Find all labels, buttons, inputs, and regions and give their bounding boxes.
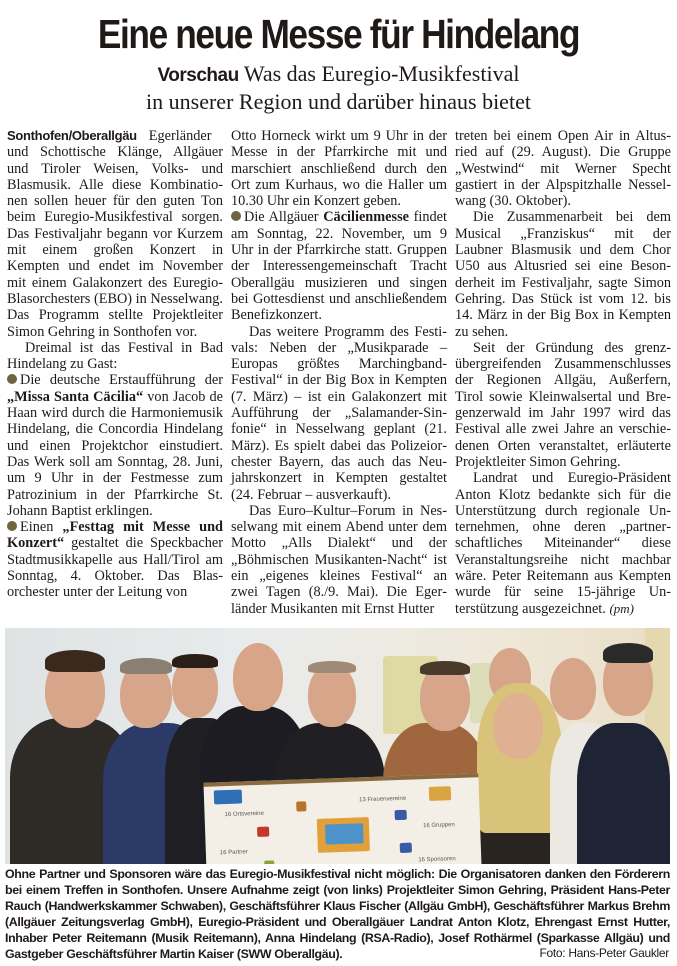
bullet-text: von Jacob de Haan wird durch die Harmoniemusik Hindelang, die Concordia Hindelang und einen Projektchor einstudiert. Das Werk soll am Sonntag, 28. Juni, um 9 Uhr in der Festmesse zum Patrozinium in der Pfarrkirche St. Johann Baptist erklingen. bbox=[7, 388, 223, 519]
bullet-icon bbox=[7, 374, 17, 384]
bullet-item bbox=[7, 372, 223, 519]
sponsor-logo bbox=[400, 843, 412, 853]
paragraph: treten bei einem Open Air in Altusried auf (29. August). Die Gruppe „Westwind“ mit Werner Specht gastiert in der Alpspitzhalle Nesselwang (30. Oktober). bbox=[455, 128, 671, 210]
deck-kicker: Vorschau bbox=[157, 65, 239, 86]
article-body bbox=[7, 128, 671, 618]
bullet-text: Einen bbox=[20, 519, 54, 536]
dateline: Sonthofen/Oberallgäu bbox=[7, 128, 137, 143]
board-label: 16 Ortsvereine bbox=[224, 810, 265, 819]
sponsor-logo bbox=[264, 860, 274, 864]
bullet-icon bbox=[7, 521, 17, 531]
person-head bbox=[233, 643, 283, 711]
person-hair bbox=[120, 658, 172, 674]
bullet-icon bbox=[231, 211, 241, 221]
paragraph: Dreimal ist das Festival in Bad Hindelang zu Gast: bbox=[7, 339, 223, 373]
person-hair bbox=[308, 661, 356, 673]
person-body bbox=[577, 723, 670, 864]
bullet-text: Die Allgäuer bbox=[244, 209, 319, 226]
paragraph bbox=[7, 128, 223, 340]
board-label: 16 Partner bbox=[219, 849, 249, 857]
headline: Eine neue Messe für Hindelang bbox=[97, 11, 580, 57]
paragraph: Seit der Gründung des grenzübergreifenden Zusammenschlusses der Regionen Allgäu, Außerfern, Tirol sowie Kleinwalsertal und Bregenzerwald im Jahr 1997 wird das Festival alle zwei Jahre an verschiedenen Orten veranstaltet, erläuterte Projektleiter Simon Gehring. bbox=[455, 339, 671, 470]
person-head bbox=[493, 693, 543, 759]
person-hair bbox=[45, 650, 105, 672]
board-label: 16 Gruppen bbox=[422, 822, 455, 830]
bullet-title: „Missa Santa Cäcilia“ bbox=[7, 388, 144, 405]
person-head bbox=[550, 658, 596, 720]
board-label: 16 Sponsoren bbox=[418, 856, 456, 864]
author-tag: (pm) bbox=[609, 600, 634, 616]
paragraph-text: Egerländer und Schottische Klänge, Allgäuer und Tiroler Weisen, Volks- und Blasmusik. Alle diese Kombinationen sollen heuer für den guten Ton beim Euregio-Musikfestival sorgen. Das Festivaljahr begann vor Kurzem mit einem großen Konzert in Kempten und endet im November mit einem Galakonzert des Euregio-Blasorchesters (EBO) in Nesselwang. Das Programm stellte Projektleiter Simon Gehring in Sonthofen vor. bbox=[7, 128, 223, 340]
bullet-title: „Festtag mit Messe und Konzert“ bbox=[7, 519, 223, 552]
paragraph-text: Landrat und Euregio-Präsident Anton Klotz bedankte sich für die Unterstützung durch regionale Unternehmen, ohne deren „partnerschaftliches Miteinander“ diese Veranstaltungsreihe nicht machbar wäre. Peter Reitemann aus Kempten wurde für seine 15-jährige Unterstützung ausgezeichnet. bbox=[455, 470, 671, 617]
festival-logo-inner bbox=[325, 823, 364, 844]
bullet-text: gestaltet die Speckbacher Stadtmusikkapelle aus Hall/Tirol am Sonntag, 4. Oktober. Das Blasorchester unter der Leitung von bbox=[7, 535, 224, 601]
photo-caption: Ohne Partner und Sponsoren wäre das Euregio-Musikfestival nicht möglich: Die Organisatoren danken den Förderern bei einem Treffen in Sonthofen. Unsere Aufnahme zeigt (von links) Projektleiter Simon Gehring, Präsident Hans-Peter Rauch (Handwerkskammer Schwaben), Geschäftsführer Klaus Fischer (Allgäu GmbH), Geschäftsführer Markus Brehm (Allgäuer Zeitungsverlag GmbH), Euregio-Präsident und Oberallgäuer Landrat Anton Klotz, Ehrengast Ernst Hutter, Inhaber Peter Reitemann (Musik Reitemann), Anna Hindelang (RSA-Radio), Josef Rothärmel (Sparkasse Allgäu) und Gastgeber Geschäftsführer Martin Kaiser (SWW Oberallgäu). bbox=[5, 867, 670, 961]
photo-credit: Foto: Hans-Peter Gaukler bbox=[539, 946, 669, 960]
deck-line-2: in unserer Region und darüber hinaus bietet bbox=[146, 89, 531, 114]
paragraph: Das Euro–Kultur–Forum in Nesselwang mit einem Abend unter dem Motto „Alls Dialekt“ und der „Böhmischen Musikanten-Nacht“ ist ein „eigenes kleines Festival“ an zwei Tagen (8./9. Mai). Die Egerländer Musikanten mit Ernst Hutter bbox=[231, 502, 447, 617]
allgaeu-logo bbox=[214, 789, 242, 804]
bullet-title: Cäcilienmesse bbox=[323, 209, 409, 226]
person-hair bbox=[420, 661, 470, 675]
sponsor-logo bbox=[296, 801, 306, 811]
column-1 bbox=[7, 128, 223, 618]
paragraph: Otto Horneck wirkt um 9 Uhr in der Messe in der Pfarrkirche mit und marschiert anschließend durch den Ort zum Kurhaus, wo die Haller um 10.30 Uhr ein Konzert geben. bbox=[231, 128, 447, 210]
person-hair bbox=[172, 654, 218, 668]
bullet-item bbox=[231, 209, 447, 323]
bullet-text: Die deutsche Erstaufführung der bbox=[20, 372, 223, 389]
deck bbox=[0, 61, 677, 115]
group-photo bbox=[5, 628, 670, 864]
board-label: 13 Frauenvereine bbox=[359, 795, 407, 804]
paragraph bbox=[455, 470, 671, 617]
deck-line-1: Was das Euregio-Musikfestival bbox=[243, 61, 520, 86]
sponsor-logo bbox=[257, 827, 269, 837]
column-3 bbox=[455, 128, 671, 618]
sponsor-logo bbox=[395, 810, 407, 820]
column-2 bbox=[231, 128, 447, 618]
paragraph: Das weitere Programm des Festivals: Neben der „Musikparade – Europas größtes Marchingband-Festival“ in der Big Box in Kempten (7. März) – ist ein Galakonzert mit Aufführung der „Salamander-Sinfonie“ in Nesselwang geplant (21. März). Es spielt dabei das Polizeiorchester Bayern, das auch das Neujahrskonzert in Kempten gestaltet (24. Februar – ausverkauft). bbox=[231, 323, 447, 503]
bullet-item bbox=[7, 519, 223, 600]
person-hair bbox=[603, 643, 653, 663]
bullet-text: findet am Sonntag, 22. November, um 9 Uhr in der Pfarrkirche statt. Gruppen der Interessengemeinschaft Tracht Oberallgäu musizieren und singen bei Gottesdienst und anschließendem Benefizkonzert. bbox=[231, 209, 448, 324]
partner-board bbox=[203, 773, 481, 864]
paragraph: Die Zusammenarbeit bei dem Musical „Franziskus“ mit der Laubner Blasmusik und dem Chor U50 aus Altusried sei eine Besonderheit im Festivaljahr, sagte Simon Gehring. Das Stück ist vom 12. bis 14. März in der Big Box in Kempten zu sehen. bbox=[455, 209, 671, 340]
sponsor-logo bbox=[429, 786, 451, 801]
